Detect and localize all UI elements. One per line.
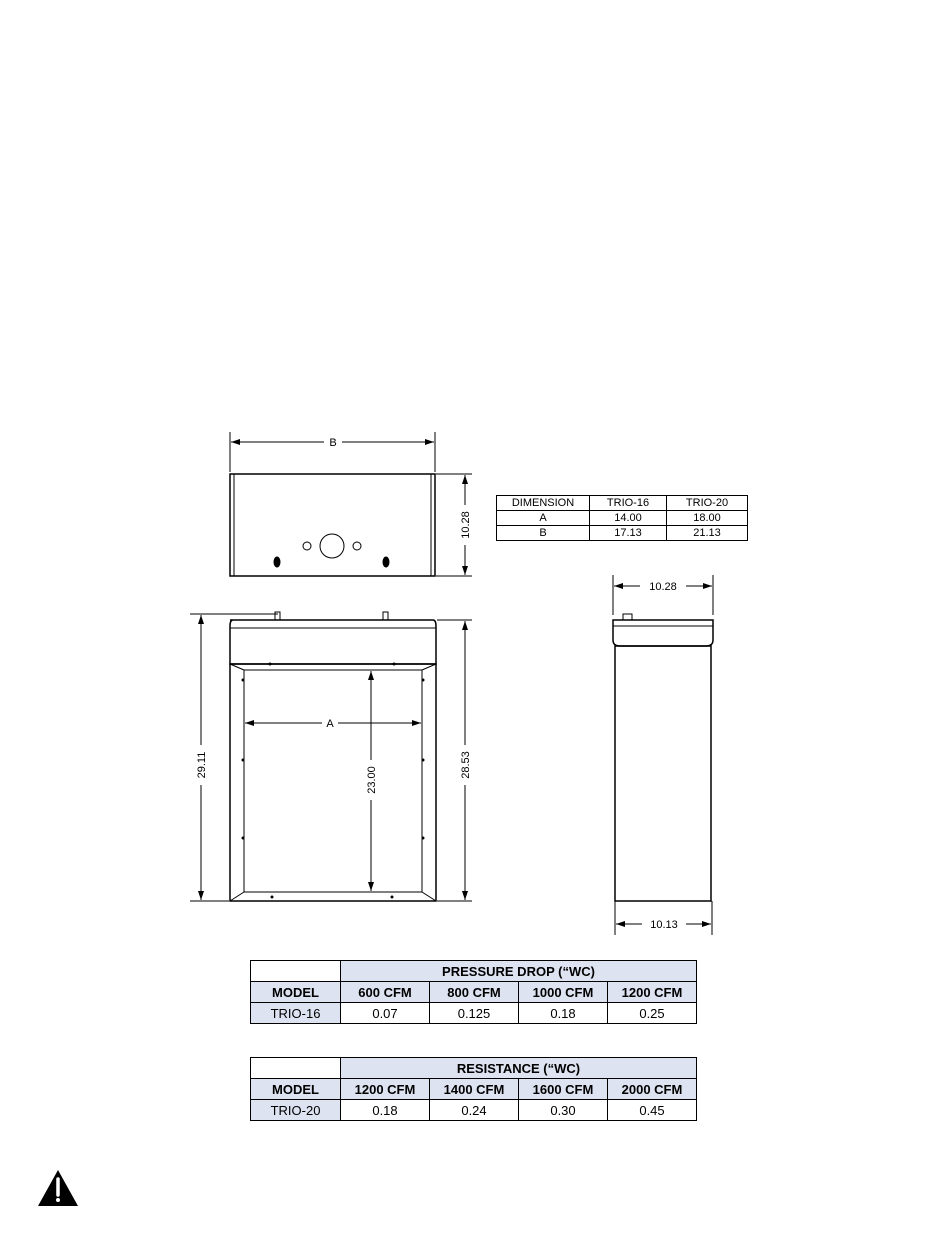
trio16-header: TRIO-16	[590, 496, 667, 511]
model-name: TRIO-20	[251, 1100, 341, 1121]
front-view	[190, 612, 472, 901]
top-view	[230, 432, 472, 576]
dimension-table-header	[497, 496, 748, 511]
model-header: MODEL	[251, 1079, 341, 1100]
dimension-value: 18.00	[667, 511, 748, 526]
resistance-value: 0.24	[430, 1100, 519, 1121]
cfm-column-header: 1600 CFM	[519, 1079, 608, 1100]
resistance-title: RESISTANCE (“WC)	[341, 1058, 697, 1079]
dimension-value: 14.00	[590, 511, 667, 526]
cfm-column-header: 800 CFM	[430, 982, 519, 1003]
table-row	[497, 511, 748, 526]
blank-cell	[251, 961, 341, 982]
cfm-column-header: 1200 CFM	[608, 982, 697, 1003]
dimension-name: B	[497, 526, 590, 541]
dim-label-inner-height: 23.00	[366, 766, 378, 794]
cfm-column-header: 600 CFM	[341, 982, 430, 1003]
resistance-value: 0.30	[519, 1100, 608, 1121]
pressure-drop-table	[250, 960, 697, 1024]
cfm-column-header: 2000 CFM	[608, 1079, 697, 1100]
dimension-value: 21.13	[667, 526, 748, 541]
cfm-column-header: 1000 CFM	[519, 982, 608, 1003]
side-view	[613, 575, 713, 935]
resistance-value: 0.18	[341, 1100, 430, 1121]
pressure-value: 0.25	[608, 1003, 697, 1024]
resistance-table	[250, 1057, 697, 1121]
dim-label-side-top: 10.28	[649, 581, 677, 593]
pressure-value: 0.125	[430, 1003, 519, 1024]
resistance-value: 0.45	[608, 1100, 697, 1121]
table-row	[251, 1100, 697, 1121]
dimension-table	[496, 495, 748, 541]
dim-label-front-height: 28.53	[460, 751, 472, 779]
cfm-column-header: 1400 CFM	[430, 1079, 519, 1100]
cfm-column-header: 1200 CFM	[341, 1079, 430, 1100]
table-row	[251, 1003, 697, 1024]
blank-cell	[251, 1058, 341, 1079]
model-header: MODEL	[251, 982, 341, 1003]
dim-label-b: B	[329, 437, 337, 449]
pressure-drop-title: PRESSURE DROP (“WC)	[341, 961, 697, 982]
dimension-header: DIMENSION	[497, 496, 590, 511]
warning-triangle-icon	[36, 1168, 80, 1208]
dim-label-top-height: 10.28	[460, 511, 472, 539]
dim-label-a: A	[326, 718, 334, 730]
dim-label-total-height: 29.11	[196, 751, 208, 779]
table-row	[497, 526, 748, 541]
dimension-name: A	[497, 511, 590, 526]
dim-label-side-bottom: 10.13	[650, 919, 678, 931]
dimension-value: 17.13	[590, 526, 667, 541]
model-name: TRIO-16	[251, 1003, 341, 1024]
pressure-value: 0.18	[519, 1003, 608, 1024]
pressure-value: 0.07	[341, 1003, 430, 1024]
trio20-header: TRIO-20	[667, 496, 748, 511]
